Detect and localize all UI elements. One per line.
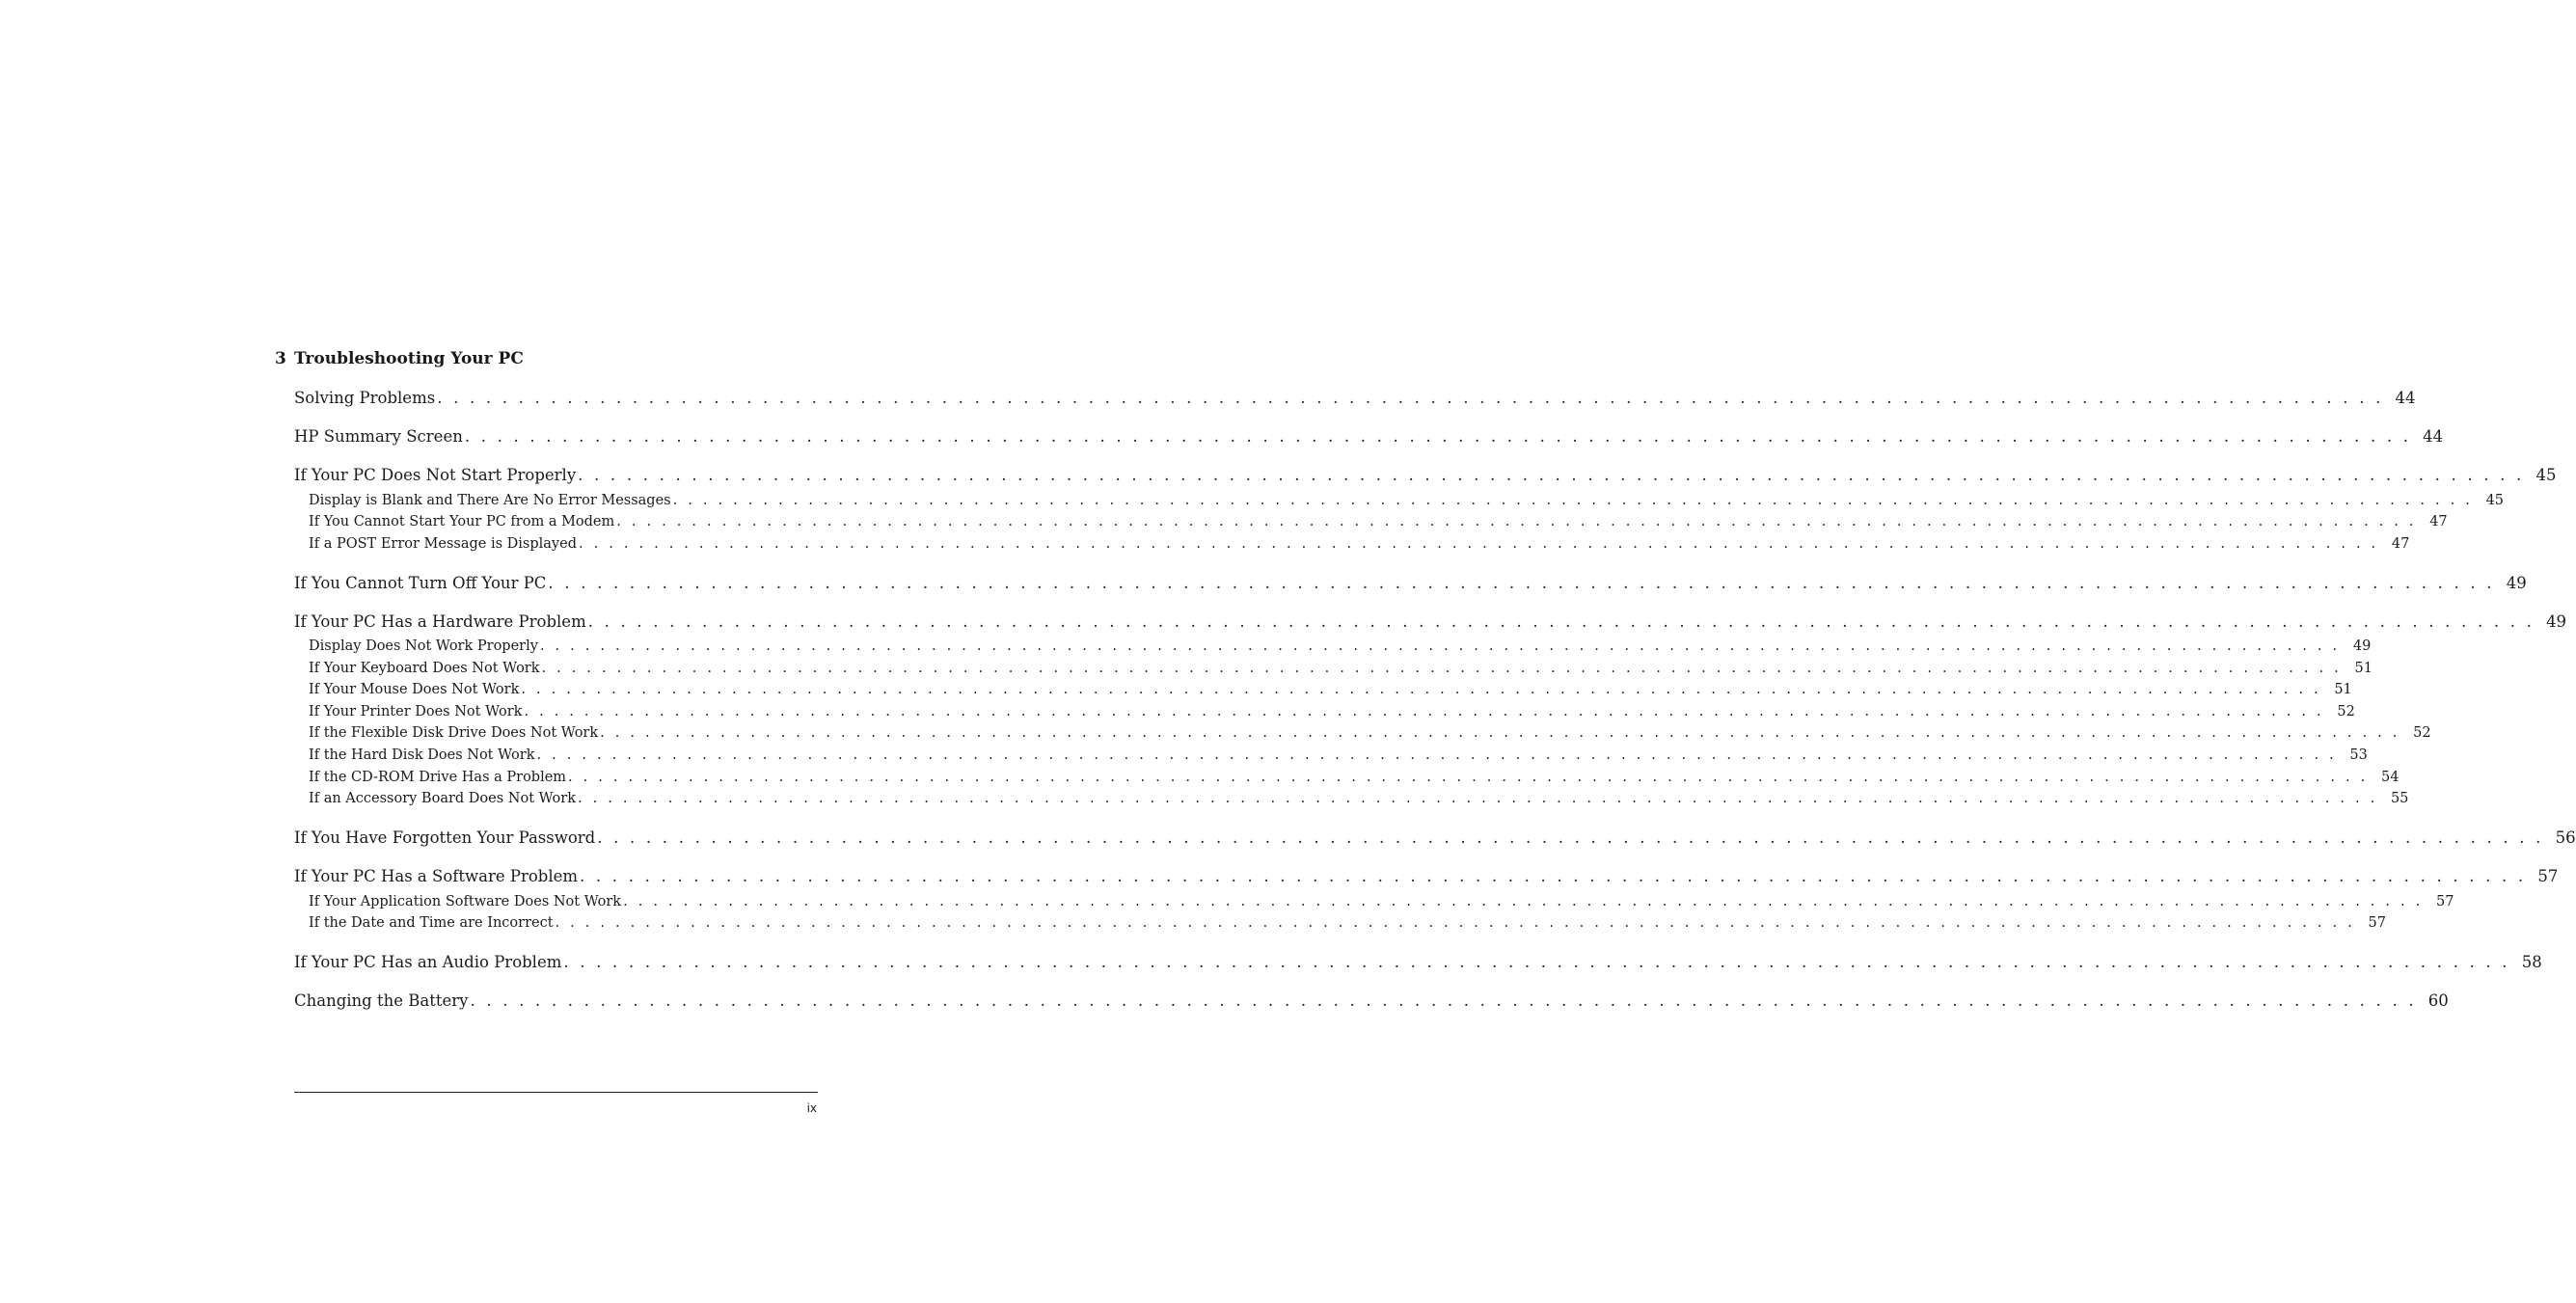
toc-subentry[interactable] <box>309 747 2368 769</box>
toc-entry-title: If Your PC Has an Audio Problem <box>294 953 562 971</box>
toc-entry-title: If Your Application Software Does Not Work <box>309 894 622 909</box>
toc-entry-page: 57 <box>2436 894 2454 909</box>
dot-leader: . . . . . . . . . . . . . . . . . . . . . . . . . . . . . . . . . . . . . . . . . . . . . . . . . . . . . . . . . . . . . . . . . . . . . . . . . . . . . . . . . . . . . . . . . . . . . . . . . . . . . . . . . . . . . . . . . . . . . . . . <box>578 466 2525 484</box>
toc-subentry[interactable] <box>309 682 2352 703</box>
toc-entry-page: 49 <box>2546 612 2567 631</box>
toc-entry-page: 47 <box>2391 536 2410 552</box>
toc-entry-page: 57 <box>2368 915 2386 931</box>
toc-entry[interactable] <box>294 991 2449 1013</box>
dot-leader: . . . . . . . . . . . . . . . . . . . . . . . . . . . . . . . . . . . . . . . . . . . . . . . . . . . . . . . . . . . . . . . . . . . . . . . . . . . . . . . . . . . . . . . . . . . . . . . . . . . . . . . . . . . . . . . . . . . . . . . . <box>616 514 2417 529</box>
chapter-heading <box>275 349 524 368</box>
toc-entry-page: 57 <box>2537 867 2559 885</box>
dot-leader: . . . . . . . . . . . . . . . . . . . . . . . . . . . . . . . . . . . . . . . . . . . . . . . . . . . . . . . . . . . . . . . . . . . . . . . . . . . . . . . . . . . . . . . . . . . . . . . . . . . . . . . . . . . . . . . . . . . . . . . . <box>548 574 2495 592</box>
toc-entry-title: If You Cannot Start Your PC from a Modem <box>309 514 615 529</box>
dot-leader: . . . . . . . . . . . . . . . . . . . . . . . . . . . . . . . . . . . . . . . . . . . . . . . . . . . . . . . . . . . . . . . . . . . . . . . . . . . . . . . . . . . . . . . . . . . . . . . . . . . . . . . . . . . . . . . . . . . . . . . . <box>578 791 2378 806</box>
toc-subentry[interactable] <box>309 536 2410 557</box>
toc-entry-page: 55 <box>2390 791 2409 806</box>
chapter-number: 3 <box>275 349 286 368</box>
toc-entry-title: HP Summary Screen <box>294 427 463 446</box>
toc-entry-title: If You Cannot Turn Off Your PC <box>294 574 547 592</box>
dot-leader: . . . . . . . . . . . . . . . . . . . . . . . . . . . . . . . . . . . . . . . . . . . . . . . . . . . . . . . . . . . . . . . . . . . . . . . . . . . . . . . . . . . . . . . . . . . . . . . . . . . . . . . . . . . . . . . . . . . . . . . . <box>578 536 2379 552</box>
toc-entry-title: If the CD-ROM Drive Has a Problem <box>309 770 567 785</box>
toc-entry-title: If Your Keyboard Does Not Work <box>309 661 540 676</box>
dot-leader: . . . . . . . . . . . . . . . . . . . . . . . . . . . . . . . . . . . . . . . . . . . . . . . . . . . . . . . . . . . . . . . . . . . . . . . . . . . . . . . . . . . . . . . . . . . . . . . . . . . . . . . . . . . . . . . . . . . . . . . . <box>587 612 2535 631</box>
dot-leader: . . . . . . . . . . . . . . . . . . . . . . . . . . . . . . . . . . . . . . . . . . . . . . . . . . . . . . . . . . . . . . . . . . . . . . . . . . . . . . . . . . . . . . . . . . . . . . . . . . . . . . . . . . . . . . . . . . . . . . . . <box>600 725 2400 741</box>
toc-entry-page: 47 <box>2429 514 2448 529</box>
toc-entry[interactable] <box>294 953 2542 974</box>
toc-subentry[interactable] <box>309 704 2355 725</box>
dot-leader: . . . . . . . . . . . . . . . . . . . . . . . . . . . . . . . . . . . . . . . . . . . . . . . . . . . . . . . . . . . . . . . . . . . . . . . . . . . . . . . . . . . . . . . . . . . . . . . . . . . . . . . . . . . . . . . . . . . . . . . . <box>623 894 2424 909</box>
dot-leader: . . . . . . . . . . . . . . . . . . . . . . . . . . . . . . . . . . . . . . . . . . . . . . . . . . . . . . . . . . . . . . . . . . . . . . . . . . . . . . . . . . . . . . . . . . . . . . . . . . . . . . . . . . . . . . . . . . . . . . . . <box>437 389 2384 407</box>
toc-entry[interactable] <box>294 389 2416 410</box>
toc-subentry[interactable] <box>309 894 2454 915</box>
footer-rule <box>294 1092 818 1093</box>
toc-entry[interactable] <box>294 427 2444 448</box>
toc-subentry[interactable] <box>309 915 2386 937</box>
dot-leader: . . . . . . . . . . . . . . . . . . . . . . . . . . . . . . . . . . . . . . . . . . . . . . . . . . . . . . . . . . . . . . . . . . . . . . . . . . . . . . . . . . . . . . . . . . . . . . . . . . . . . . . . . . . . . . . . . . . . . . . . <box>464 427 2412 446</box>
toc-entry-title: Solving Problems <box>294 389 436 407</box>
toc-entry-page: 58 <box>2521 953 2542 971</box>
dot-leader: . . . . . . . . . . . . . . . . . . . . . . . . . . . . . . . . . . . . . . . . . . . . . . . . . . . . . . . . . . . . . . . . . . . . . . . . . . . . . . . . . . . . . . . . . . . . . . . . . . . . . . . . . . . . . . . . . . . . . . . . <box>555 915 2355 931</box>
toc-subentry[interactable] <box>309 493 2505 514</box>
toc-entry-page: 54 <box>2380 770 2400 785</box>
dot-leader: . . . . . . . . . . . . . . . . . . . . . . . . . . . . . . . . . . . . . . . . . . . . . . . . . . . . . . . . . . . . . . . . . . . . . . . . . . . . . . . . . . . . . . . . . . . . . . . . . . . . . . . . . . . . . . . . . . . . . . . . <box>568 770 2369 785</box>
toc-entry[interactable] <box>294 612 2567 634</box>
toc-entry-title: Display Does Not Work Properly <box>309 638 538 654</box>
toc-entry-title: If an Accessory Board Does Not Work <box>309 791 576 806</box>
toc-entry-title: If Your PC Does Not Start Properly <box>294 466 577 484</box>
toc-entry-page: 45 <box>2485 493 2505 508</box>
dot-leader: . . . . . . . . . . . . . . . . . . . . . . . . . . . . . . . . . . . . . . . . . . . . . . . . . . . . . . . . . . . . . . . . . . . . . . . . . . . . . . . . . . . . . . . . . . . . . . . . . . . . . . . . . . . . . . . . . . . . . . . . <box>597 828 2544 847</box>
toc-entry-page: 51 <box>2354 661 2373 676</box>
toc-entry-title: If a POST Error Message is Displayed <box>309 536 577 552</box>
toc-subentry[interactable] <box>309 770 2400 791</box>
toc-entry[interactable] <box>294 574 2527 595</box>
toc-entry-title: If Your PC Has a Hardware Problem <box>294 612 586 631</box>
toc-entry-title: Display is Blank and There Are No Error Messages <box>309 493 671 508</box>
page-number: ix <box>806 1101 817 1115</box>
chapter-title: Troubleshooting Your PC <box>294 349 524 368</box>
toc-subentry[interactable] <box>309 661 2373 682</box>
toc-entry-page: 60 <box>2427 991 2449 1010</box>
toc-entry-title: If Your PC Has a Software Problem <box>294 867 579 885</box>
dot-leader: . . . . . . . . . . . . . . . . . . . . . . . . . . . . . . . . . . . . . . . . . . . . . . . . . . . . . . . . . . . . . . . . . . . . . . . . . . . . . . . . . . . . . . . . . . . . . . . . . . . . . . . . . . . . . . . . . . . . . . . . <box>524 704 2324 719</box>
toc-entry[interactable] <box>294 466 2557 487</box>
toc-entry-page: 49 <box>2506 574 2527 592</box>
toc-entry-page: 49 <box>2352 638 2372 654</box>
dot-leader: . . . . . . . . . . . . . . . . . . . . . . . . . . . . . . . . . . . . . . . . . . . . . . . . . . . . . . . . . . . . . . . . . . . . . . . . . . . . . . . . . . . . . . . . . . . . . . . . . . . . . . . . . . . . . . . . . . . . . . . . <box>470 991 2417 1010</box>
dot-leader: . . . . . . . . . . . . . . . . . . . . . . . . . . . . . . . . . . . . . . . . . . . . . . . . . . . . . . . . . . . . . . . . . . . . . . . . . . . . . . . . . . . . . . . . . . . . . . . . . . . . . . . . . . . . . . . . . . . . . . . . <box>563 953 2510 971</box>
toc-entry-title: If You Have Forgotten Your Password <box>294 828 596 847</box>
toc-entry[interactable] <box>294 867 2559 888</box>
toc-entry-title: If the Flexible Disk Drive Does Not Work <box>309 725 599 741</box>
dot-leader: . . . . . . . . . . . . . . . . . . . . . . . . . . . . . . . . . . . . . . . . . . . . . . . . . . . . . . . . . . . . . . . . . . . . . . . . . . . . . . . . . . . . . . . . . . . . . . . . . . . . . . . . . . . . . . . . . . . . . . . . <box>536 747 2337 763</box>
toc-entry[interactable] <box>294 828 2576 850</box>
toc-entry-page: 52 <box>2337 704 2355 719</box>
toc-subentry[interactable] <box>309 725 2431 747</box>
toc-entry-page: 44 <box>2423 427 2444 446</box>
toc-entry-title: If the Date and Time are Incorrect <box>309 915 554 931</box>
toc-subentry[interactable] <box>309 638 2372 660</box>
toc-entry-title: If Your Printer Does Not Work <box>309 704 523 719</box>
toc-entry-title: Changing the Battery <box>294 991 469 1010</box>
toc-entry-page: 45 <box>2535 466 2557 484</box>
toc-entry-page: 56 <box>2555 828 2576 847</box>
dot-leader: . . . . . . . . . . . . . . . . . . . . . . . . . . . . . . . . . . . . . . . . . . . . . . . . . . . . . . . . . . . . . . . . . . . . . . . . . . . . . . . . . . . . . . . . . . . . . . . . . . . . . . . . . . . . . . . . . . . . . . . . <box>521 682 2321 697</box>
toc-entry-page: 44 <box>2395 389 2416 407</box>
dot-leader: . . . . . . . . . . . . . . . . . . . . . . . . . . . . . . . . . . . . . . . . . . . . . . . . . . . . . . . . . . . . . . . . . . . . . . . . . . . . . . . . . . . . . . . . . . . . . . . . . . . . . . . . . . . . . . . . . . . . . . . . <box>580 867 2527 885</box>
dot-leader: . . . . . . . . . . . . . . . . . . . . . . . . . . . . . . . . . . . . . . . . . . . . . . . . . . . . . . . . . . . . . . . . . . . . . . . . . . . . . . . . . . . . . . . . . . . . . . . . . . . . . . . . . . . . . . . . . . . . . . . . <box>539 638 2341 654</box>
dot-leader: . . . . . . . . . . . . . . . . . . . . . . . . . . . . . . . . . . . . . . . . . . . . . . . . . . . . . . . . . . . . . . . . . . . . . . . . . . . . . . . . . . . . . . . . . . . . . . . . . . . . . . . . . . . . . . . . . . . . . . . . <box>541 661 2342 676</box>
toc-subentry[interactable] <box>309 791 2409 812</box>
dot-leader: . . . . . . . . . . . . . . . . . . . . . . . . . . . . . . . . . . . . . . . . . . . . . . . . . . . . . . . . . . . . . . . . . . . . . . . . . . . . . . . . . . . . . . . . . . . . . . . . . . . . . . . . . . . . . . . . . . . . . . . . <box>672 493 2474 508</box>
toc-entry-title: If the Hard Disk Does Not Work <box>309 747 535 763</box>
toc-subentry[interactable] <box>309 514 2448 535</box>
toc-entry-page: 51 <box>2334 682 2352 697</box>
toc-entry-title: If Your Mouse Does Not Work <box>309 682 520 697</box>
toc-entry-page: 53 <box>2349 747 2368 763</box>
toc-entry-page: 52 <box>2413 725 2431 741</box>
